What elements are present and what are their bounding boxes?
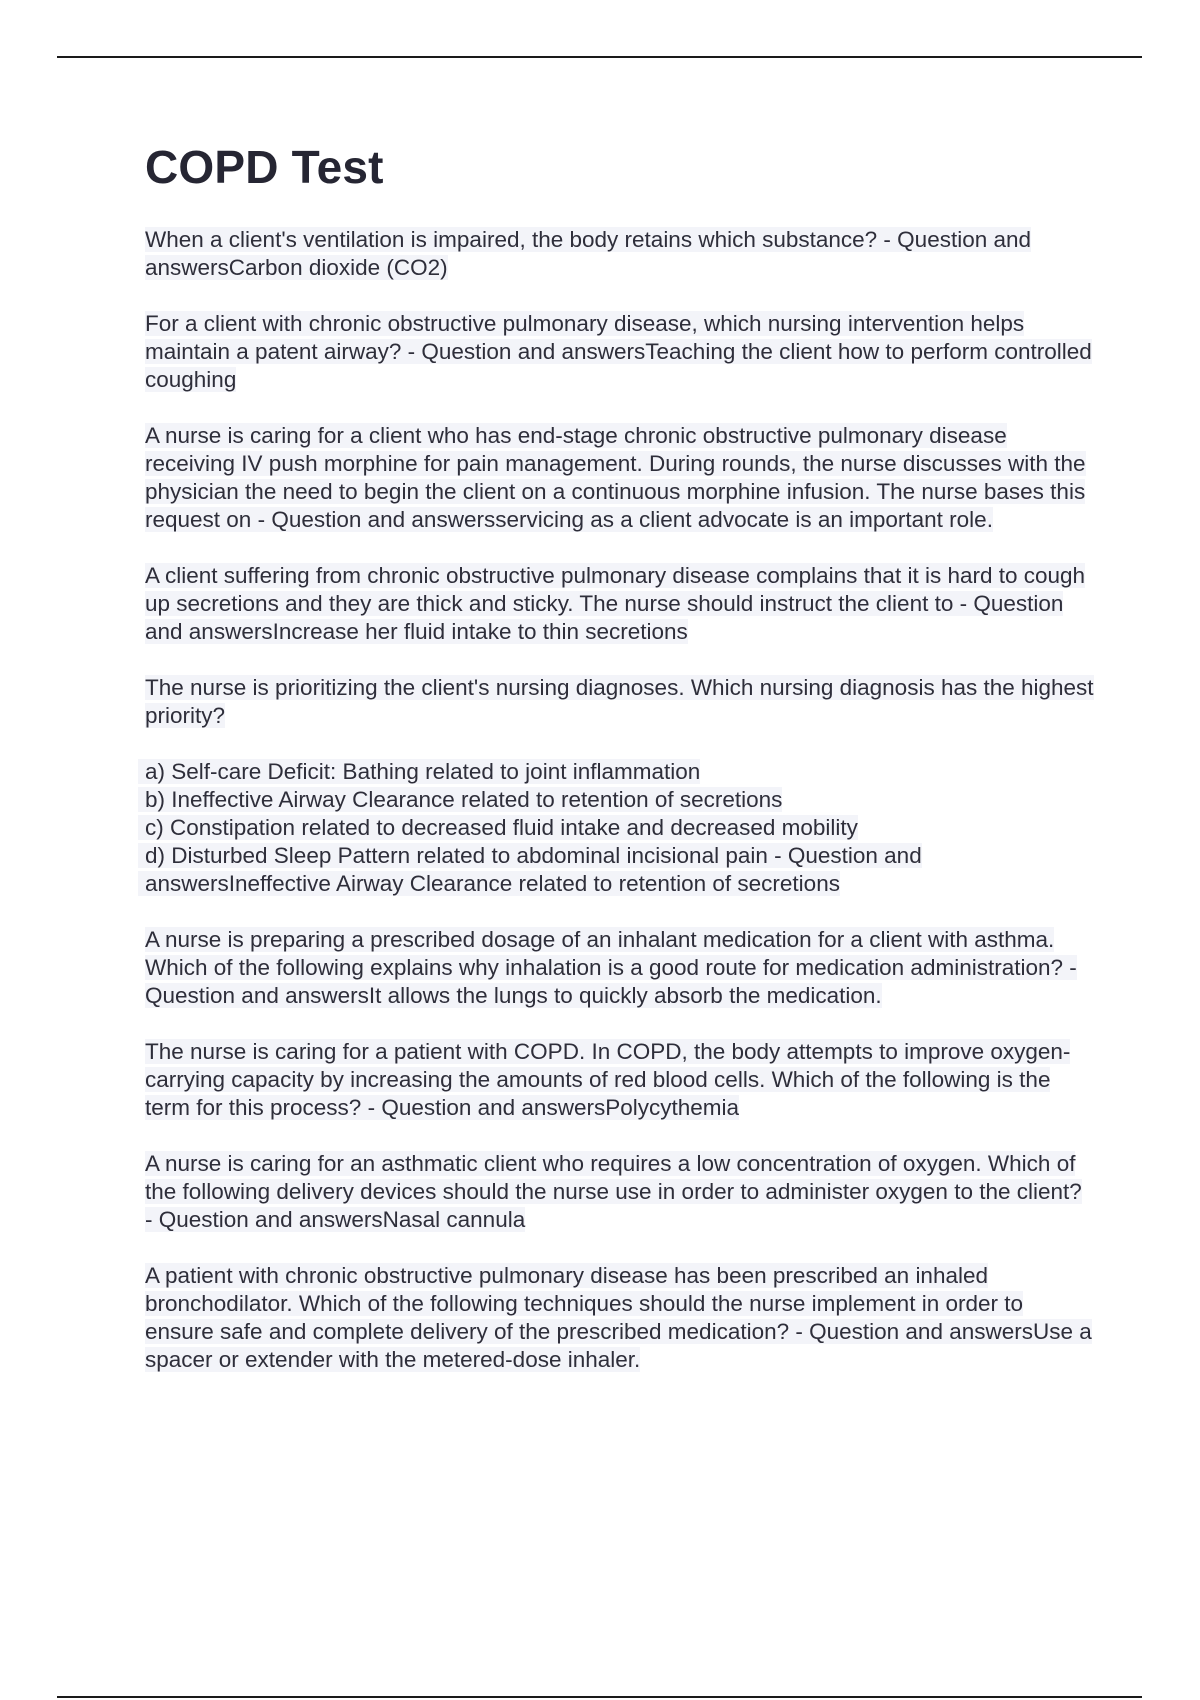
qa-item-2	[145, 310, 1095, 394]
qa-option-a	[145, 758, 1095, 786]
qa-item-6	[145, 926, 1095, 1010]
qa-option-b	[145, 786, 1095, 814]
qa-item-3	[145, 422, 1095, 534]
page-title: COPD Test	[145, 141, 384, 193]
qa-text: A nurse is caring for an asthmatic client who requires a low concentration of oxygen. Which of the following delivery devices should the nurse use in order to administer oxygen to the client? - Question and answersNasal cannula	[145, 1151, 1082, 1233]
qa-text: The nurse is prioritizing the client's nursing diagnoses. Which nursing diagnosis has the highest priority?	[145, 675, 1094, 729]
qa-text: A client suffering from chronic obstructive pulmonary disease complains that it is hard to cough up secretions and they are thick and sticky. The nurse should instruct the client to - Question and answersIncrease her fluid intake to thin secretions	[145, 563, 1086, 645]
qa-item-9	[145, 1262, 1095, 1374]
option-text: d) Disturbed Sleep Pattern related to abdominal incisional pain - Question and answersIneffective Airway Clearance related to retention of secretions	[138, 843, 922, 896]
qa-text: For a client with chronic obstructive pulmonary disease, which nursing intervention helps maintain a patent airway? - Question and answersTeaching the client how to perform controlled coughing	[145, 311, 1092, 393]
qa-option-d	[145, 842, 1095, 898]
option-text: c) Constipation related to decreased fluid intake and decreased mobility	[138, 815, 858, 840]
qa-item-4	[145, 562, 1095, 646]
option-text: b) Ineffective Airway Clearance related to retention of secretions	[138, 787, 782, 812]
qa-text: A nurse is preparing a prescribed dosage of an inhalant medication for a client with asthma. Which of the following explains why inhalation is a good route for medication administration? - Question and answersIt allows the lungs to quickly absorb the medication.	[145, 927, 1077, 1009]
qa-item-1	[145, 226, 1095, 282]
qa-options-list	[145, 758, 1095, 898]
qa-text: A nurse is caring for a client who has end-stage chronic obstructive pulmonary disease receiving IV push morphine for pain management. During rounds, the nurse discusses with the physician the need to begin the client on a continuous morphine infusion. The nurse bases this request on - Question and answersservicing as a client advocate is an important role.	[145, 423, 1086, 533]
qa-item-8	[145, 1150, 1095, 1234]
qa-item-7	[145, 1038, 1095, 1122]
option-text: a) Self-care Deficit: Bathing related to joint inflammation	[138, 759, 700, 784]
qa-option-c	[145, 814, 1095, 842]
bottom-rule	[57, 1696, 1142, 1698]
qa-item-5	[145, 674, 1095, 730]
top-rule	[57, 56, 1142, 58]
qa-text: When a client's ventilation is impaired, the body retains which substance? - Question and answersCarbon dioxide (CO2)	[145, 227, 1032, 281]
qa-text: The nurse is caring for a patient with COPD. In COPD, the body attempts to improve oxygen-carrying capacity by increasing the amounts of red blood cells. Which of the following is the term for this process? - Question and answersPolycythemia	[145, 1039, 1071, 1121]
document-body	[145, 140, 1095, 1402]
qa-text: A patient with chronic obstructive pulmonary disease has been prescribed an inhaled bronchodilator. Which of the following techniques should the nurse implement in order to ensure safe and complete delivery of the prescribed medication? - Question and answersUse a spacer or extender with the metered-dose inhaler.	[145, 1263, 1092, 1373]
